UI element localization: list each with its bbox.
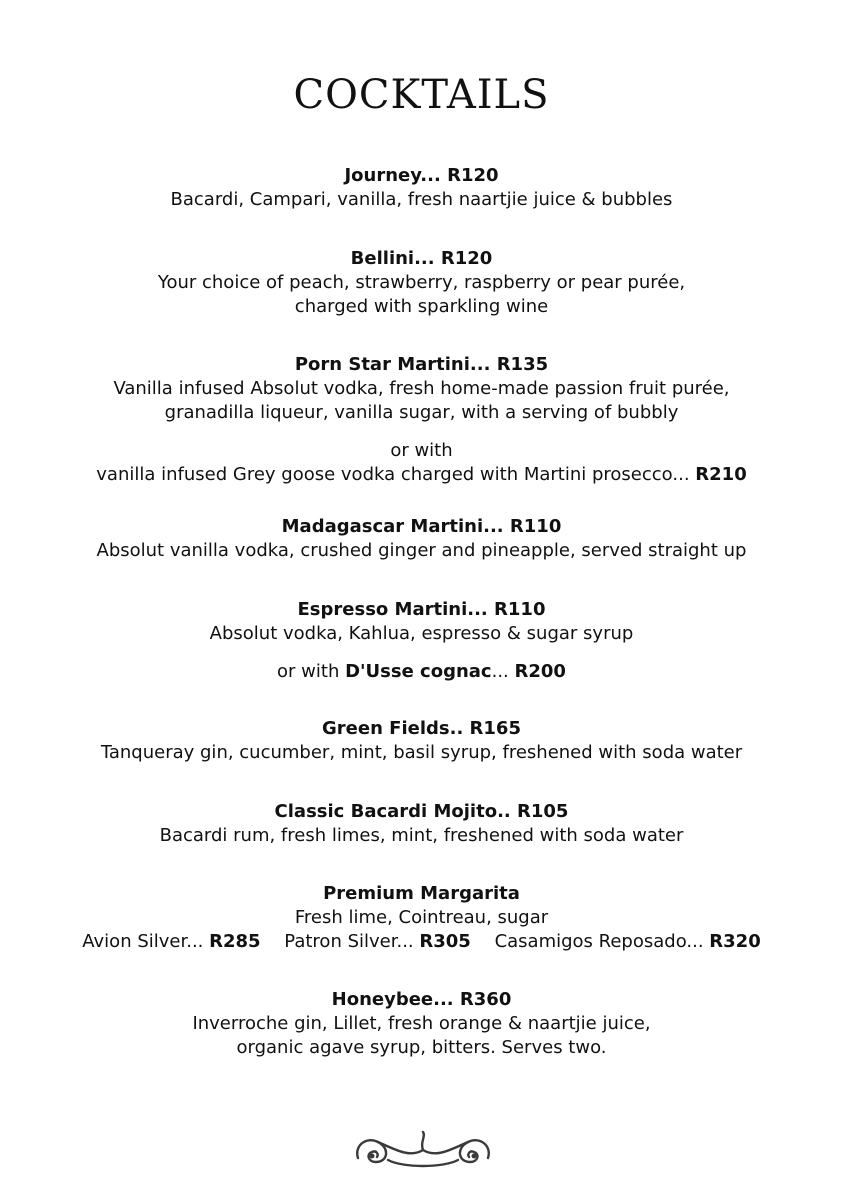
item-description: Fresh lime, Cointreau, sugar — [294, 907, 549, 928]
item-heading: Premium Margarita — [323, 883, 520, 904]
option-label: Avion Silver... — [82, 931, 204, 952]
item-description: Vanilla infused Absolut vodka, fresh home-made passion fruit purée, — [113, 378, 730, 399]
menu-item-honeybee — [0, 988, 843, 1060]
item-alt-intro: or with — [390, 440, 453, 461]
item-description: organic agave syrup, bitters. Serves two. — [236, 1037, 607, 1058]
option-price: R305 — [419, 931, 471, 952]
item-alt-intro: or with — [277, 661, 346, 682]
item-description: Bacardi rum, fresh limes, mint, freshened with soda water — [159, 825, 684, 846]
item-description: Absolut vodka, Kahlua, espresso & sugar syrup — [209, 623, 634, 644]
item-description: Your choice of peach, strawberry, raspberry or pear purée, — [157, 272, 686, 293]
menu-item-journey — [0, 164, 843, 212]
menu-item-porn-star-martini — [0, 353, 843, 487]
item-alt-line — [0, 660, 843, 684]
item-heading: Espresso Martini... R110 — [297, 599, 546, 620]
item-heading: Journey... R120 — [344, 165, 499, 186]
item-heading: Green Fields.. R165 — [322, 718, 521, 739]
option-label: Patron Silver... — [284, 931, 414, 952]
option-price: R285 — [209, 931, 261, 952]
item-description: Bacardi, Campari, vanilla, fresh naartjie juice & bubbles — [170, 189, 673, 210]
menu-item-premium-margarita — [0, 882, 843, 954]
item-alt-text: vanilla infused Grey goose vodka charged with Martini prosecco... — [96, 464, 690, 485]
item-heading: Madagascar Martini... R110 — [281, 516, 562, 537]
item-description: Tanqueray gin, cucumber, mint, basil syrup, freshened with soda water — [100, 742, 743, 763]
item-description: Absolut vanilla vodka, crushed ginger and pineapple, served straight up — [96, 540, 747, 561]
item-alt-name: D'Usse cognac — [345, 661, 492, 682]
item-description: Inverroche gin, Lillet, fresh orange & naartjie juice, — [192, 1013, 651, 1034]
option-price: R320 — [709, 931, 761, 952]
item-alt-line — [0, 463, 843, 487]
option-label: Casamigos Reposado... — [494, 931, 704, 952]
page-title: COCKTAILS — [293, 72, 550, 118]
menu-item-classic-bacardi-mojito — [0, 800, 843, 848]
item-description: granadilla liqueur, vanilla sugar, with a serving of bubbly — [164, 402, 679, 423]
item-heading: Porn Star Martini... R135 — [294, 354, 549, 375]
item-heading: Classic Bacardi Mojito.. R105 — [274, 801, 569, 822]
menu-item-bellini — [0, 247, 843, 319]
item-alt-price: R210 — [695, 464, 747, 485]
menu-item-green-fields — [0, 717, 843, 765]
item-heading: Bellini... R120 — [350, 248, 493, 269]
item-alt-price: R200 — [514, 661, 566, 682]
menu-item-madagascar-martini — [0, 515, 843, 563]
item-options — [0, 930, 843, 954]
flourish-ornament-icon — [348, 1128, 498, 1176]
menu-item-espresso-martini — [0, 598, 843, 684]
item-heading: Honeybee... R360 — [331, 989, 512, 1010]
item-description: charged with sparkling wine — [294, 296, 549, 317]
item-alt-sep: ... — [491, 661, 509, 682]
